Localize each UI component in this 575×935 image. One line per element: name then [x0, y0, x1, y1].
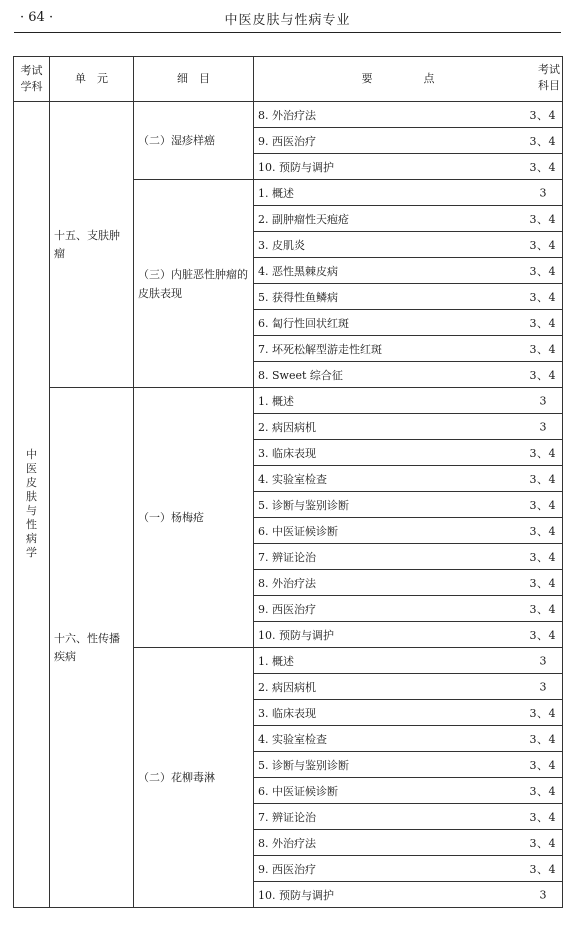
exam-level: 3、4 [529, 784, 556, 798]
exam-level: 3、4 [529, 498, 556, 512]
unit-label: 十五、支肤肿瘤 [54, 228, 120, 260]
point-text: 2. 副肿瘤性天疱疮 [258, 212, 349, 226]
point-text: 7. 辨证论治 [258, 810, 316, 824]
column-header-exam: 考试 科目 [538, 63, 560, 92]
exam-level: 3、4 [529, 264, 556, 278]
point-text: 2. 病因病机 [258, 420, 316, 434]
exam-level: 3、4 [529, 238, 556, 252]
syllabus-table [13, 56, 563, 908]
running-title: 中医皮肤与性病专业 [224, 13, 351, 28]
exam-level: 3、4 [529, 108, 556, 122]
point-text: 8. 外治疗法 [258, 836, 316, 850]
point-cell [254, 830, 563, 856]
exam-level: 3 [539, 420, 547, 433]
item-cell [134, 388, 254, 648]
item-label: （二）花柳毒淋 [138, 771, 215, 784]
point-cell [254, 804, 563, 830]
exam-level: 3 [539, 394, 547, 407]
point-cell [254, 128, 563, 154]
item-cell [134, 648, 254, 908]
point-text: 1. 概述 [258, 186, 294, 200]
point-cell [254, 102, 563, 128]
point-cell [254, 752, 563, 778]
exam-level: 3 [539, 186, 547, 199]
point-text: 4. 实验室检查 [258, 732, 327, 746]
exam-level: 3、4 [529, 706, 556, 720]
item-cell [134, 102, 254, 180]
point-cell [254, 856, 563, 882]
item-label: （一）杨梅疮 [138, 511, 204, 524]
point-text: 5. 获得性鱼鳞病 [258, 290, 338, 304]
point-cell [254, 466, 563, 492]
unit-label: 十六、性传播疾病 [54, 631, 120, 663]
exam-level: 3、4 [529, 316, 556, 330]
point-cell [254, 622, 563, 648]
exam-level: 3、4 [529, 472, 556, 486]
column-header-item: 细 目 [134, 57, 254, 102]
exam-level: 3、4 [529, 862, 556, 876]
subject-cell [14, 102, 50, 908]
point-text: 7. 坏死松解型游走性红斑 [258, 342, 382, 356]
point-cell [254, 414, 563, 440]
point-cell [254, 544, 563, 570]
point-text: 8. 外治疗法 [258, 576, 316, 590]
column-header-subject: 考试 学科 [14, 57, 50, 102]
syllabus-body [14, 102, 563, 908]
point-text: 6. 中医证候诊断 [258, 524, 338, 538]
point-cell [254, 778, 563, 804]
point-cell [254, 518, 563, 544]
column-header-unit: 单 元 [50, 57, 134, 102]
point-cell [254, 882, 563, 908]
point-cell [254, 206, 563, 232]
point-cell [254, 440, 563, 466]
exam-level: 3 [539, 654, 547, 667]
point-cell [254, 310, 563, 336]
exam-level: 3、4 [529, 524, 556, 538]
point-cell [254, 284, 563, 310]
exam-level: 3 [539, 680, 547, 693]
point-text: 8. 外治疗法 [258, 108, 316, 122]
item-cell [134, 180, 254, 388]
exam-level: 3、4 [529, 160, 556, 174]
point-text: 8. Sweet 综合征 [258, 368, 343, 382]
point-text: 10. 预防与调护 [258, 888, 334, 902]
point-cell [254, 596, 563, 622]
column-header-point-label: 要 点 [361, 72, 455, 85]
exam-level: 3、4 [529, 212, 556, 226]
point-text: 2. 病因病机 [258, 680, 316, 694]
exam-level: 3、4 [529, 576, 556, 590]
exam-level: 3、4 [529, 134, 556, 148]
point-text: 7. 辨证论治 [258, 550, 316, 564]
point-text: 3. 临床表现 [258, 706, 316, 720]
point-text: 5. 诊断与鉴别诊断 [258, 498, 349, 512]
point-text: 1. 概述 [258, 394, 294, 408]
page-header [14, 6, 561, 33]
table-header-row [14, 57, 563, 102]
table-row [14, 388, 563, 414]
point-text: 4. 恶性黑棘皮病 [258, 264, 338, 278]
point-cell [254, 700, 563, 726]
exam-level: 3、4 [529, 836, 556, 850]
point-text: 1. 概述 [258, 654, 294, 668]
exam-level: 3、4 [529, 290, 556, 304]
point-cell [254, 258, 563, 284]
subject-label: 中医皮肤与性病学 [26, 448, 37, 559]
unit-cell [50, 102, 134, 388]
exam-level: 3、4 [529, 368, 556, 382]
point-text: 3. 皮肌炎 [258, 238, 305, 252]
exam-level: 3、4 [529, 628, 556, 642]
point-text: 3. 临床表现 [258, 446, 316, 460]
column-header-point [254, 57, 563, 102]
point-cell [254, 388, 563, 414]
point-text: 4. 实验室检查 [258, 472, 327, 486]
exam-level: 3、4 [529, 732, 556, 746]
point-cell [254, 648, 563, 674]
point-text: 9. 西医治疗 [258, 134, 316, 148]
point-text: 6. 中医证候诊断 [258, 784, 338, 798]
point-text: 9. 西医治疗 [258, 602, 316, 616]
unit-cell [50, 388, 134, 908]
point-text: 5. 诊断与鉴别诊断 [258, 758, 349, 772]
point-text: 10. 预防与调护 [258, 628, 334, 642]
point-cell [254, 492, 563, 518]
point-cell [254, 362, 563, 388]
item-label: （二）湿疹样癌 [138, 134, 215, 147]
point-cell [254, 674, 563, 700]
point-cell [254, 336, 563, 362]
exam-level: 3、4 [529, 602, 556, 616]
point-cell [254, 180, 563, 206]
point-cell [254, 232, 563, 258]
exam-level: 3 [539, 888, 547, 901]
exam-level: 3、4 [529, 342, 556, 356]
page-number: · 64 · [20, 10, 54, 25]
item-label: （三）内脏恶性肿瘤的皮肤表现 [138, 267, 248, 300]
point-cell [254, 570, 563, 596]
exam-level: 3、4 [529, 446, 556, 460]
exam-level: 3、4 [529, 550, 556, 564]
exam-level: 3、4 [529, 758, 556, 772]
point-text: 6. 匐行性回状红斑 [258, 316, 349, 330]
point-text: 9. 西医治疗 [258, 862, 316, 876]
point-text: 10. 预防与调护 [258, 160, 334, 174]
point-cell [254, 726, 563, 752]
exam-level: 3、4 [529, 810, 556, 824]
table-row [14, 102, 563, 128]
point-cell [254, 154, 563, 180]
